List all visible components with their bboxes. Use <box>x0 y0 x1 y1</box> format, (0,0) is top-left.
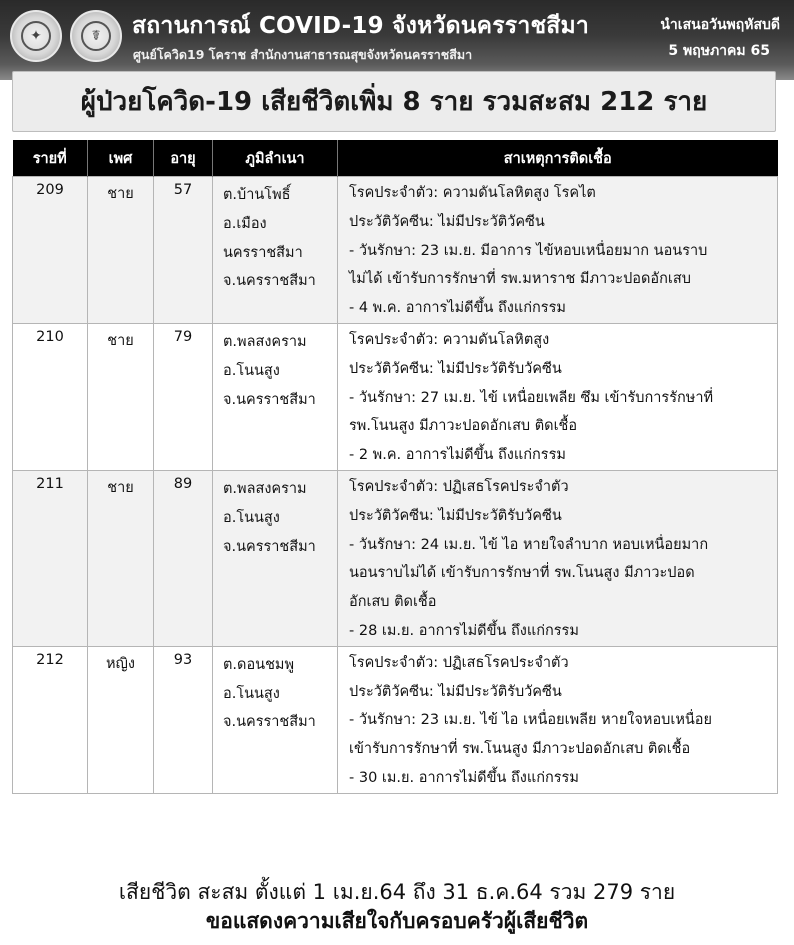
cause-line: - 4 พ.ค. อาการไม่ดีขึ้น ถึงแก่กรรม <box>349 300 566 317</box>
table-header-row <box>13 140 778 177</box>
table-row <box>13 646 778 793</box>
case-no-cell: 210 <box>13 323 88 470</box>
table-row <box>13 177 778 324</box>
case-no-cell: 212 <box>13 646 88 793</box>
cause-line: โรคประจำตัว: ความดันโลหิตสูง <box>349 331 550 348</box>
cause-cell <box>338 646 778 793</box>
sex-cell: หญิง <box>88 646 154 793</box>
address-line: จ.นครราชสีมา <box>223 714 316 731</box>
public-health-emblem-icon: ☤ <box>70 10 122 62</box>
cumulative-deaths-note: เสียชีวิต สะสม ตั้งแต่ 1 เม.ย.64 ถึง 31 ธ.ค.64 รวม 279 ราย <box>118 880 676 904</box>
age-cell: 89 <box>154 470 213 646</box>
cause-line: - 2 พ.ค. อาการไม่ดีขึ้น ถึงแก่กรรม <box>349 447 566 464</box>
header-subtitle: ศูนย์โควิด19 โคราช สำนักงานสาธารณสุขจังหวัดนครราชสีมา <box>133 47 473 62</box>
address-line: อ.โนนสูง <box>223 509 280 526</box>
presentation-date: 5 พฤษภาคม 65 <box>668 43 770 59</box>
condolence-message: ขอแสดงความเสียใจกับครอบครัวผู้เสียชีวิต <box>205 909 589 933</box>
column-header-age: อายุ <box>154 140 213 177</box>
case-no-cell: 209 <box>13 177 88 324</box>
cause-line: เข้ารับการรักษาที่ รพ.โนนสูง มีภาวะปอดอักเสบ ติดเชื้อ <box>349 741 691 758</box>
cause-line: - วันรักษา: 27 เม.ย. ไข้ เหนื่อยเพลีย ซึม เข้ารับการรักษาที่ <box>349 389 714 406</box>
address-line: อ.โนนสูง <box>223 685 280 702</box>
address-line: จ.นครราชสีมา <box>223 391 316 408</box>
cause-cell <box>338 177 778 324</box>
cause-line: ประวัติวัคซีน: ไม่มีประวัติวัคซีน <box>349 213 545 230</box>
death-summary-banner: ผู้ป่วยโควิด-19 เสียชีวิตเพิ่ม 8 ราย รวมสะสม 212 ราย <box>12 71 776 132</box>
age-cell: 93 <box>154 646 213 793</box>
cause-line: ไม่ได้ เข้ารับการรักษาที่ รพ.มหาราช มีภาวะปอดอักเสบ <box>349 271 691 288</box>
provincial-seal-icon: ✦ <box>10 10 62 62</box>
case-no-cell: 211 <box>13 470 88 646</box>
presentation-day: นำเสนอวันพฤหัสบดี <box>660 17 780 33</box>
cases-table <box>12 140 778 794</box>
cause-line: - 28 เม.ย. อาการไม่ดีขึ้น ถึงแก่กรรม <box>349 622 579 639</box>
column-header-address: ภูมิลำเนา <box>213 140 338 177</box>
cause-line: นอนราบไม่ได้ เข้ารับการรักษาที่ รพ.โนนสูง มีภาวะปอด <box>349 565 695 582</box>
address-line: ต.พลสงคราม <box>223 333 307 350</box>
cause-line: - 30 เม.ย. อาการไม่ดีขึ้น ถึงแก่กรรม <box>349 769 579 786</box>
address-line: ต.พลสงคราม <box>223 480 307 497</box>
address-line: ต.บ้านโพธิ์ <box>223 187 291 203</box>
address-cell <box>213 646 338 793</box>
cause-line: - วันรักษา: 23 เม.ย. ไข้ ไอ เหนื่อยเพลีย หายใจหอบเหนื่อย <box>349 712 712 729</box>
cause-line: ประวัติวัคซีน: ไม่มีประวัติรับวัคซีน <box>349 360 562 377</box>
cause-cell <box>338 470 778 646</box>
address-cell <box>213 323 338 470</box>
header-bar <box>0 0 794 80</box>
address-cell <box>213 470 338 646</box>
column-header-case-no: รายที่ <box>13 140 88 177</box>
cause-line: - วันรักษา: 23 เม.ย. มีอาการ ไข้หอบเหนื่อยมาก นอนราบ <box>349 242 708 259</box>
address-line: จ.นครราชสีมา <box>223 273 316 290</box>
age-cell: 79 <box>154 323 213 470</box>
cause-line: อักเสบ ติดเชื้อ <box>349 594 437 611</box>
cause-line: โรคประจำตัว: ปฏิเสธโรคประจำตัว <box>349 478 569 495</box>
table-row <box>13 470 778 646</box>
table-body <box>13 177 778 794</box>
cause-line: - วันรักษา: 24 เม.ย. ไข้ ไอ หายใจลำบาก หอบเหนื่อยมาก <box>349 536 709 553</box>
sex-cell: ชาย <box>88 177 154 324</box>
cause-line: โรคประจำตัว: ปฏิเสธโรคประจำตัว <box>349 654 569 671</box>
column-header-sex: เพศ <box>88 140 154 177</box>
cause-cell <box>338 323 778 470</box>
address-line: ต.ดอนชมพู <box>223 656 295 673</box>
cause-line: โรคประจำตัว: ความดันโลหิตสูง โรคไต <box>349 185 596 201</box>
address-line: จ.นครราชสีมา <box>223 538 316 555</box>
sex-cell: ชาย <box>88 470 154 646</box>
cause-line: ประวัติวัคซีน: ไม่มีประวัติรับวัคซีน <box>349 507 562 524</box>
address-line: อ.เมือง <box>223 215 267 232</box>
age-cell: 57 <box>154 177 213 324</box>
table-row <box>13 323 778 470</box>
column-header-cause: สาเหตุการติดเชื้อ <box>338 140 778 177</box>
address-line: อ.โนนสูง <box>223 362 280 379</box>
cause-line: ประวัติวัคซีน: ไม่มีประวัติรับวัคซีน <box>349 683 562 700</box>
address-line: นครราชสีมา <box>223 244 303 261</box>
header-title: สถานการณ์ COVID-19 จังหวัดนครราชสีมา <box>132 13 589 39</box>
sex-cell: ชาย <box>88 323 154 470</box>
cause-line: รพ.โนนสูง มีภาวะปอดอักเสบ ติดเชื้อ <box>349 418 578 435</box>
address-cell <box>213 177 338 324</box>
